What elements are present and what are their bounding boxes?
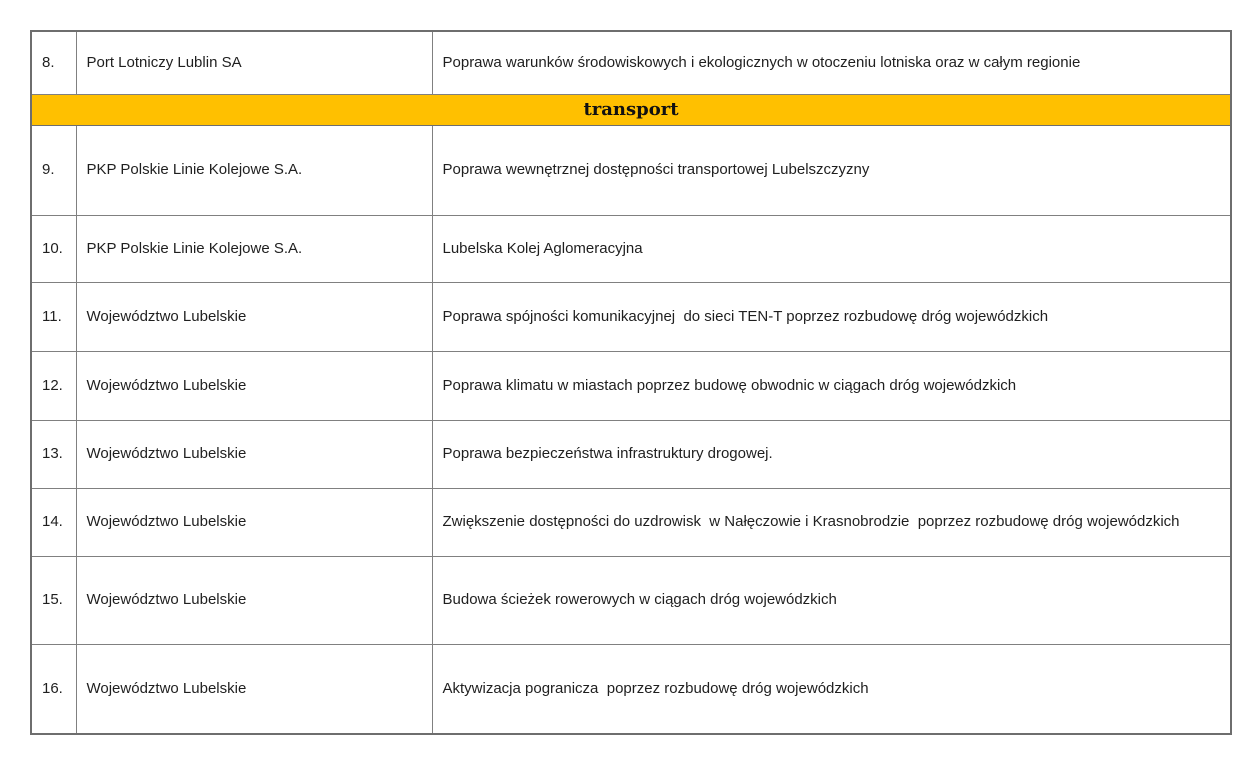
beneficiary-cell: PKP Polskie Linie Kolejowe S.A. — [76, 125, 432, 215]
project-cell: Poprawa bezpieczeństwa infrastruktury drogowej. — [432, 420, 1231, 488]
beneficiary-cell: Województwo Lubelskie — [76, 556, 432, 644]
table-row — [31, 215, 1231, 282]
beneficiary-cell: Województwo Lubelskie — [76, 282, 432, 351]
table-row — [31, 420, 1231, 488]
project-cell: Lubelska Kolej Aglomeracyjna — [432, 215, 1231, 282]
row-number-cell: 13. — [31, 420, 76, 488]
row-number-cell: 15. — [31, 556, 76, 644]
table-row — [31, 125, 1231, 215]
beneficiary-cell: Port Lotniczy Lublin SA — [76, 31, 432, 94]
projects-table — [30, 30, 1232, 735]
row-number-cell: 16. — [31, 644, 76, 734]
row-number-cell: 8. — [31, 31, 76, 94]
project-cell: Poprawa warunków środowiskowych i ekologicznych w otoczeniu lotniska oraz w całym regionie — [432, 31, 1231, 94]
section-header-transport: transport — [31, 94, 1231, 125]
table-row — [31, 644, 1231, 734]
table-row — [31, 488, 1231, 556]
table-row — [31, 351, 1231, 420]
table-row — [31, 282, 1231, 351]
project-cell: Aktywizacja pogranicza poprzez rozbudowę dróg wojewódzkich — [432, 644, 1231, 734]
beneficiary-cell: Województwo Lubelskie — [76, 488, 432, 556]
section-header-row — [31, 94, 1231, 125]
beneficiary-cell: Województwo Lubelskie — [76, 420, 432, 488]
project-cell: Poprawa spójności komunikacyjnej do sieci TEN-T poprzez rozbudowę dróg wojewódzkich — [432, 282, 1231, 351]
project-cell: Poprawa wewnętrznej dostępności transportowej Lubelszczyzny — [432, 125, 1231, 215]
row-number-cell: 11. — [31, 282, 76, 351]
row-number-cell: 9. — [31, 125, 76, 215]
row-number-cell: 10. — [31, 215, 76, 282]
row-number-cell: 14. — [31, 488, 76, 556]
project-cell: Budowa ścieżek rowerowych w ciągach dróg wojewódzkich — [432, 556, 1231, 644]
beneficiary-cell: Województwo Lubelskie — [76, 351, 432, 420]
table-row — [31, 31, 1231, 94]
table-row — [31, 556, 1231, 644]
row-number-cell: 12. — [31, 351, 76, 420]
project-cell: Poprawa klimatu w miastach poprzez budowę obwodnic w ciągach dróg wojewódzkich — [432, 351, 1231, 420]
beneficiary-cell: PKP Polskie Linie Kolejowe S.A. — [76, 215, 432, 282]
project-cell: Zwiększenie dostępności do uzdrowisk w Nałęczowie i Krasnobrodzie poprzez rozbudowę dróg wojewódzkich — [432, 488, 1231, 556]
beneficiary-cell: Województwo Lubelskie — [76, 644, 432, 734]
